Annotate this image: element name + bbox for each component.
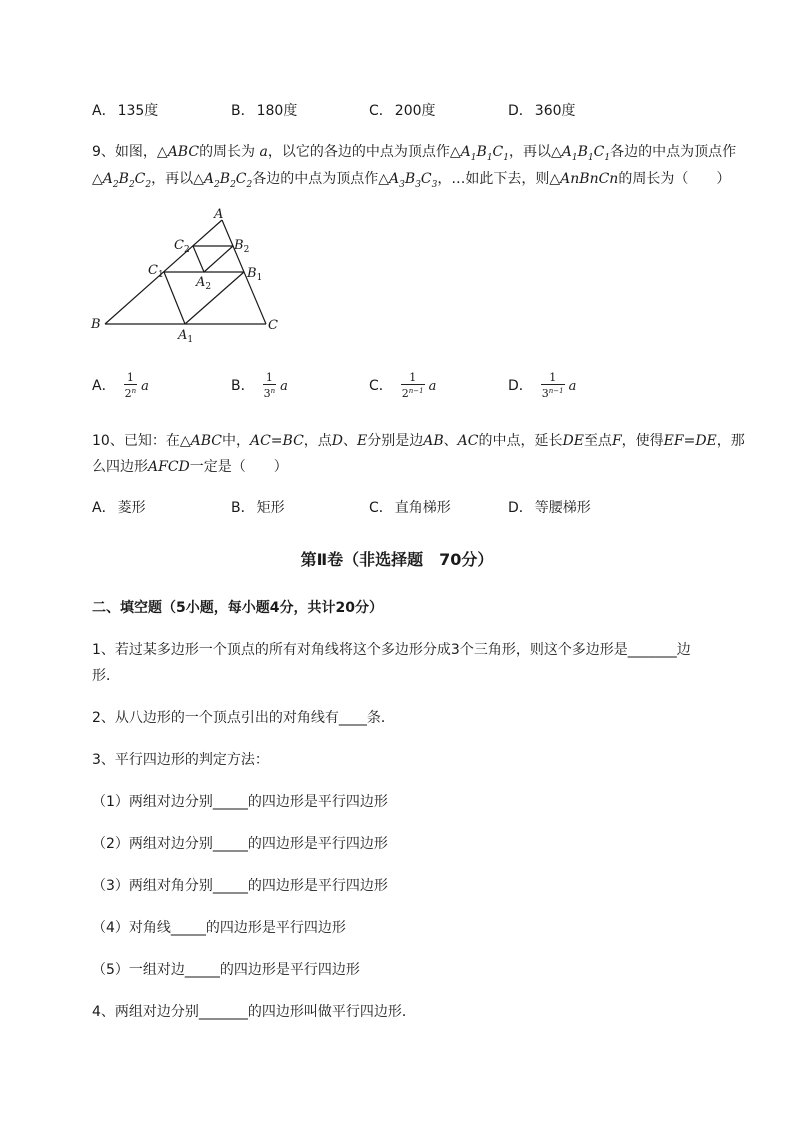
fill-q1-line-2: 形． [92,668,120,684]
fill-q3: 3、平行四边形的判定方法： [92,752,269,768]
q9-option-b: B． $\frac{1}{3^n}$ a [231,371,288,400]
section-2-heading: 二、填空题（5小题，每小题4分，共计20分） [92,600,383,616]
fill-q3-item-4: （4）对角线_____的四边形是平行四边形 [92,920,346,936]
q10-option-c: C． 直角梯形 [369,500,451,516]
segment-b1a1 [185,272,244,324]
label-a1: $A_1$ [178,328,194,345]
q10-line-2: 么四边形AFCD一定是（ ） [92,459,288,475]
fill-q1-line-1: 1、若过某多边形一个顶点的所有对角线将这个多边形分成3个三角形，则这个多边形是_______边 [92,642,691,658]
label-c2: $C_2$ [174,238,190,255]
q9-line-2: $\triangle A_2B_2C_2$，再以$\triangle A_2B_2C_2$各边的中点为顶点作$\triangle A_3B_3C_3$，…如此下去，则△AnBnCn的周长为（ ） [92,171,731,190]
label-a2: $A_2$ [196,275,212,292]
fill-q3-item-3: （3）两组对角分别_____的四边形是平行四边形 [92,878,388,894]
label-b2: $B_2$ [234,238,250,255]
fill-q4: 4、两组对边分别_______的四边形叫做平行四边形． [92,1004,416,1020]
q8-option-d: D． 360度 [508,103,576,119]
part-2-title: 第Ⅱ卷（非选择题 70分） [300,550,494,569]
fill-q2: 2、从八边形的一个顶点引出的对角线有____条． [92,710,395,726]
q10-line-1: 10、已知：在△ABC中，AC=BC，点D、E分别是边AB、AC的中点，延长DE至点F，使得EF=DE，那 [92,433,745,449]
segment-c1a1 [164,272,185,324]
fill-q3-item-2: （2）两组对边分别_____的四边形是平行四边形 [92,836,388,852]
label-c1: $C_1$ [148,263,164,280]
q10-option-d: D． 等腰梯形 [508,500,591,516]
label-a: A [214,207,224,222]
label-b1: $B_1$ [247,266,263,283]
q10-option-a: A． 菱形 [92,500,146,516]
q9-line-1: 9、如图，△ABC的周长为 a，以它的各边的中点为顶点作$\triangle A_1B_1C_1$，再以$\triangle A_1B_1C_1$各边的中点为顶点作 [92,144,737,163]
segment-b2a2 [204,246,233,272]
q9-option-c: C． $\frac{1}{2^{n-1}}$ a [369,371,437,400]
fill-q3-item-5: （5）一组对边_____的四边形是平行四边形 [92,962,360,978]
q9-option-a: A． $\frac{1}{2^n}$ a [92,371,149,400]
q10-option-b: B． 矩形 [231,500,285,516]
q8-option-c: C． 200度 [369,103,436,119]
label-b: B [91,317,101,332]
q9-option-d: D． $\frac{1}{3^{n-1}}$ a [508,371,577,400]
fill-q3-item-1: （1）两组对边分别_____的四边形是平行四边形 [92,794,388,810]
q9-triangle-figure [88,206,298,346]
segment-c2a2 [193,246,204,272]
label-c: C [268,318,278,333]
q8-option-b: B． 180度 [231,103,298,119]
q8-option-a: A． 135度 [92,103,159,119]
